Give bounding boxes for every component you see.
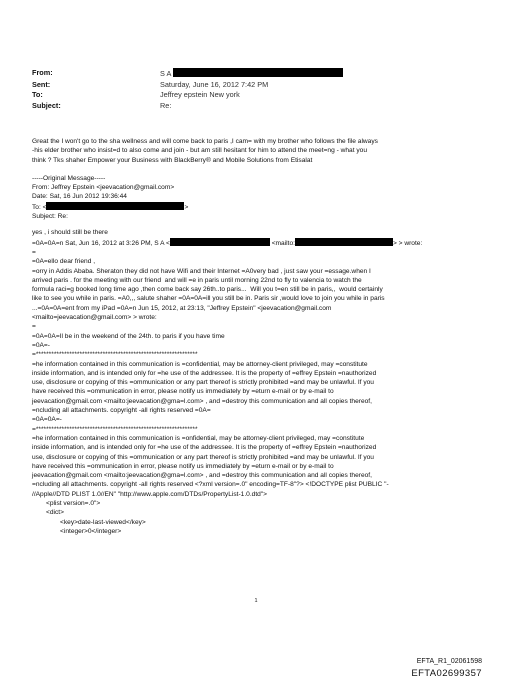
body-line: yes , i should still be there [32,229,108,237]
subject-row [32,101,492,112]
spacer [32,221,490,228]
body-line: =he information contained in this communication is =confidential, may be attorney-client privileged, may =constitute [32,360,368,368]
body-line: use, disclosure or copying of this =ommunication or any part thereof is strictly prohibited =and may be unlawful. If you [32,453,374,461]
body-line: =ncluding all attachments. copyright -all rights reserved =0A= [32,407,211,415]
body-line: have received this =ommunication in error, please notify us immediately by =eturn e-mail or by e-mail to [32,462,334,470]
body-line: =0A=0A=- [32,416,62,424]
body-line: =0A=0A=Il be in the weekend of the 24th. to paris if you have time [32,332,225,340]
body-line: use, disclosure or copying of this =ommunication or any part thereof is strictly prohibited =and may be unlawful. If you [32,379,374,387]
body-line: ...=0A=0A=ent from my iPad =0A=n Jun 15, 2012, at 23:13, "Jeffrey Epstein" <jeevacation@gmail.com [32,304,332,312]
original-date: Date: Sat, 16 Jun 2012 19:36:44 [32,193,127,201]
body-line: =he information contained in this communication is =onfidential, may be attorney-client privileged, may =constitute [32,434,365,442]
to-row [32,90,492,101]
body-line: have received this =ommunication in error, please notify us immediately by =eturn e-mail or by e-mail to [32,388,334,396]
separator-stars: =*************************************************************** [32,425,198,433]
body-line: inside information, and is intended only for =he use of the addressee. It is the property of =effrey Epstein =nauthorized [32,444,377,452]
subject-value: Re: [160,100,172,110]
body-line: inside information, and is intended only for =he use of the addressee. It is the property of =effrey Epstein =nauthorized [32,369,377,377]
body-line: formula raci=g booked long time ago ,then come back say 26th..to paris... Will you t=en still be in paris,, would certainly [32,286,383,294]
from-label: From: [32,68,53,77]
from-value [160,68,492,80]
to-suffix: > [184,203,189,211]
subject-label: Subject: [32,100,61,110]
body-line: jeevacation@gmail.com <mailto:jeevacation@gma=l.com> , and =destroy this communication and all copies thereof, [32,472,372,480]
body-line: =ncluding all attachments. copyright -all rights reserved <?xml version=.0" encoding=TF-8"?> <!DOCTYPE plist PUBLIC "- [32,481,389,489]
to-prefix: To: < [32,203,47,211]
body-line: <key>date-last-viewed</key> [60,518,146,526]
to-label: To: [32,90,43,99]
reply-mailto: <mailto: [271,239,295,247]
bates-number-large: EFTA02699357 [411,668,482,679]
body-line: =0A=- [32,341,50,349]
reply-prefix: =0A=0A=n Sat, Jun 16, 2012 at 3:26 PM, S A < [32,239,170,247]
body-line: //Apple//DTD PLIST 1.0//EN" "http://www.apple.com/DTDs/PropertyList-1.0.dtd"> [32,490,268,498]
body-line: =0A=ello dear friend , [32,258,96,266]
separator-stars: =*************************************************************** [32,351,198,359]
body-line: jeevacation@gmail.com <mailto:jeevacation@gma=l.com> , and =destroy this communication and all copies thereof, [32,397,372,405]
body-line: <integer>0</integer> [60,527,122,535]
body-line: Great the I won't go to the sha wellness and will come back to paris ,I cam= with my brother who follows the file always [32,138,378,145]
sent-value: Saturday, June 16, 2012 7:42 PM [160,79,269,89]
sent-row [32,80,492,91]
from-row [32,68,492,80]
to-value: Jeffrey epstein New york [160,90,240,99]
body-line: = [32,323,36,331]
from-name: S A [160,69,171,78]
body-line: arrived paris . for the meeting with our friend and will =e in paris until morning 22nd to fly to valencia to watch the [32,276,362,284]
original-from: From: Jeffrey Epstein <jeevacation@gmail.com> [32,184,175,192]
body-line: -his elder brother who insist=d to also come and join - but am still hesitant for him to attend the meet=ng - what you [32,147,367,155]
email-body [32,137,490,536]
body-line [32,238,490,248]
redaction-box [46,202,184,210]
page-number: 1 [254,598,258,604]
original-message-marker: -----Original Message----- [32,174,106,182]
bates-number-small: EFTA_R1_02061598 [416,658,482,665]
original-subject: Subject: Re: [32,213,68,221]
body-line: <mailto=jeevacation@gmail.com> > wrote: [32,314,157,322]
email-header [32,68,492,111]
redaction-box [295,238,393,246]
body-line: = [32,248,36,256]
spacer [32,165,490,174]
redaction-box [170,238,270,246]
sent-label: Sent: [32,79,51,89]
original-to [32,202,490,212]
redaction-box [173,68,343,77]
body-line: <dict> [46,509,64,517]
reply-suffix: > > wrote: [392,239,423,247]
body-line: like to see you while in paris. =A0,,, salute shaher =0A=0A=ill you still be in. Paris sir ,would love to join you while in paris [32,295,385,303]
body-line: <plist version=.0"> [46,499,101,507]
body-line: =orry in Addis Ababa. Sheraton they did not have Wifi and their Internet =A0very bad , just saw your =essage.when I [32,267,371,275]
body-line: think ? Tks shaher Empower your Business with BlackBerry® and Mobile Solutions from Etisalat [32,156,313,164]
